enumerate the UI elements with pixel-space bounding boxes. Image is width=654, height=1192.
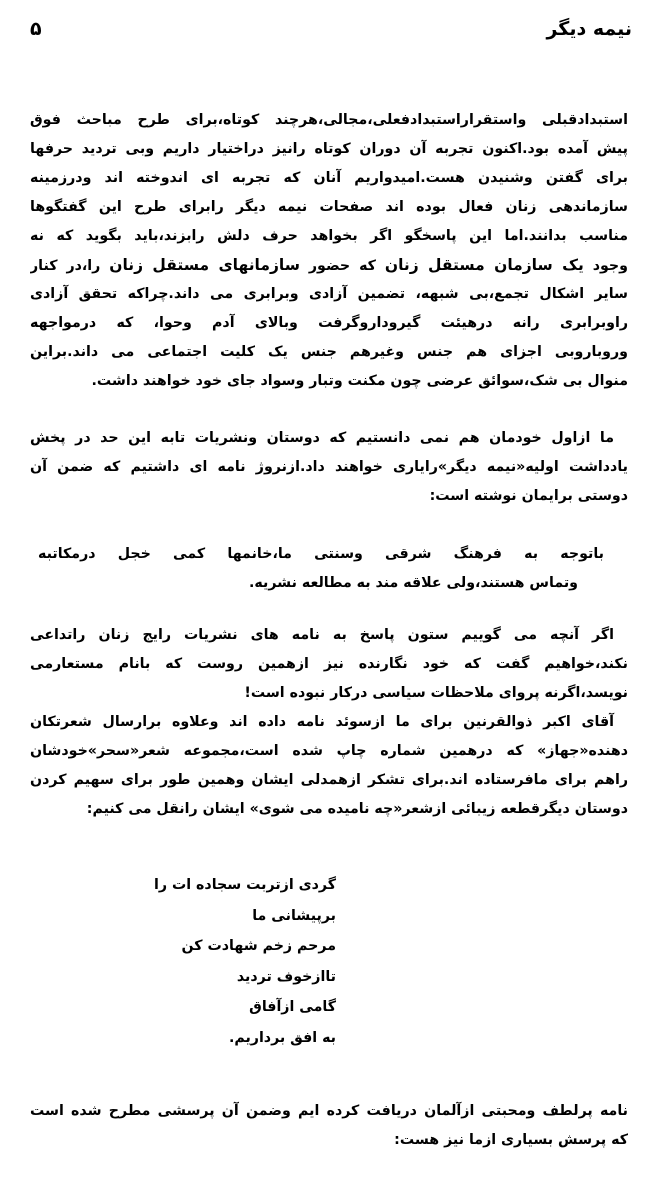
paragraph-3: [30, 621, 628, 708]
page-number: ۵: [30, 18, 42, 40]
text-line: نکند،خواهیم گفت که خود نگارنده نیز ازهمین روست که بانام مستعارمی: [30, 656, 628, 672]
emphasized-phrase: سازمانهای مستقل زنان: [109, 256, 300, 274]
running-header-title: نیمه دیگر: [546, 18, 632, 40]
text-line: دوستان دیگرقطعه زیبائی ازشعر«چه نامیده می شوی» ایشان رانقل می کنیم:: [86, 801, 628, 817]
poem-line: گامی ازآفاق: [249, 999, 336, 1015]
poem: [154, 870, 336, 1053]
poem-line: گردی ازتربت سجاده ات را: [154, 877, 336, 893]
text-line: دوستی برایمان نوشته است:: [429, 488, 628, 504]
text-line: راوبرابری رانه درهیئت گیروداروگرفت وبالای آدم وحوا، که درمواجهه: [30, 315, 628, 331]
text-line: وروباروبی اجزای هم جنس وغیرهم جنس یک کلیت اجتماعی می داند.براین: [30, 344, 628, 360]
text-line: که پرسش بسیاری ازما نیز هست:: [394, 1132, 628, 1148]
text-line: سازماندهی زنان فعال بوده اند صفحات نیمه دیگر رابرای طرح این گفتگوها: [30, 199, 628, 215]
text-line: منوال بی شک،سوائق عرضی چون مکنت وتبار وسواد جای خود خواهند داشت.: [91, 373, 628, 389]
text-line: آقای اکبر ذوالقرنین برای ما ازسوئد نامه داده اند وعلاوه برارسال شعرتکان: [30, 714, 614, 730]
paragraph-4: [30, 708, 628, 824]
text-line: وتماس هستند،ولی علاقه مند به مطالعه نشریه.: [249, 575, 578, 591]
text-line: یادداشت اولیه«نیمه دیگر»رایاری خواهند داد.ازنروژ نامه ای داشتیم که ضمن آن: [30, 459, 628, 475]
text-line: استبدادقبلی واستقراراستبدادفعلی،مجالی،هرچند کوتاه،برای طرح مباحث فوق: [30, 112, 628, 128]
text-line: ما ازاول خودمان هم نمی دانستیم که دوستان ونشریات تابه این حد در پخش: [30, 430, 614, 446]
text-line: سایر اشکال تجمع،بی شبهه، تضمین آزادی وبرابری می داند.چراکه تحقق آزادی: [30, 286, 628, 302]
text-line: راهم برای مافرستاده اند.برای تشکر ازهمدلی ایشان وهمین طور برای سهیم کردن: [30, 772, 628, 788]
text-line: پیش آمده بود.اکنون تجربه آن دوران کوتاه رانیز دراختیار داریم وبی تردید حرفها: [30, 141, 628, 157]
text-line: برای گفتن وشنیدن هست.امیدواریم آنان که تجربه ای اندوخته اند ودرزمینه: [30, 170, 628, 186]
text-fragment: وجود: [592, 258, 628, 274]
paragraph-2: [30, 424, 628, 511]
emphasized-phrase: یک سازمان مستقل زنان: [384, 256, 584, 274]
text-fragment: که حضور: [308, 258, 376, 274]
quoted-letter: [38, 540, 604, 598]
text-line: مناسب بدانند.اما این پاسخگو اگر بخواهد حرف دلش رابزند،باید بگوید که نه: [30, 228, 628, 244]
paragraph-1: [30, 106, 628, 396]
text-line: دهنده«جهاز» که درهمین شماره چاپ شده است،مجموعه شعر«سحر»خودشان: [30, 743, 628, 759]
text-line: اگر آنچه می گوییم ستون پاسخ به نامه های نشریات رایج زنان راتداعی: [30, 627, 614, 643]
text-line-with-emphasis: [30, 251, 628, 280]
text-line: باتوجه به فرهنگ شرقی وسنتی ما،خانمها کمی خجل درمکاتبه: [38, 546, 604, 562]
poem-line: تاازخوف تردید: [236, 968, 336, 985]
poem-line: برپیشانی ما: [252, 907, 336, 924]
text-line: نویسد،اگرنه پروای ملاحظات سیاسی درکار نبوده است!: [244, 685, 628, 701]
text-line: نامه پرلطف ومحبتی ازآلمان دریافت کرده ایم وضمن آن پرسشی مطرح شده است: [30, 1103, 628, 1119]
poem-line: به افق برداریم.: [228, 1029, 336, 1046]
text-fragment: را،در کنار: [30, 258, 101, 274]
poem-line: مرحم زخم شهادت کن: [181, 938, 336, 954]
paragraph-5: [30, 1097, 628, 1155]
